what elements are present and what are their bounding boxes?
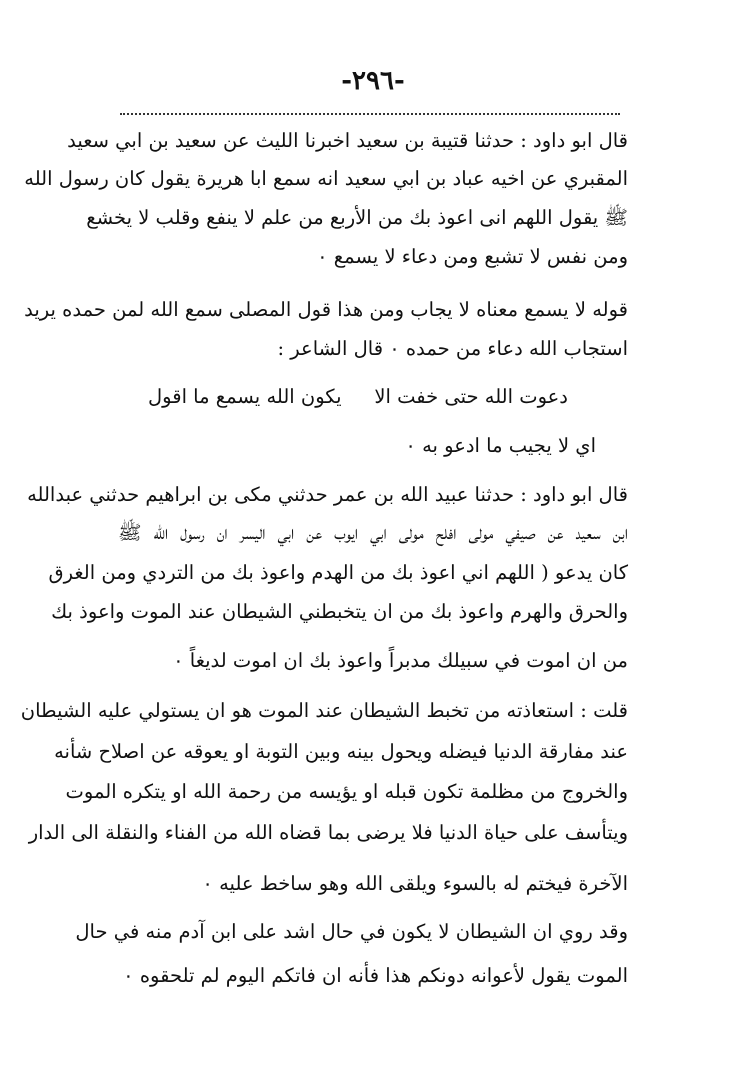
verse-second-hemistich: يكون الله يسمع ما اقول [148, 385, 342, 408]
text-line: قوله لا يسمع معناه لا يجاب ومن هذا قول المصلى سمع الله لمن حمده يريد [24, 298, 628, 321]
page-number: -٢٩٦- [341, 66, 405, 96]
text-line: المقبري عن اخيه عباد بن ابي سعيد انه سمع ابا هريرة يقول كان رسول الله [24, 167, 628, 190]
poetry-verse [148, 384, 568, 410]
text-line: ابن سعيد عن صيفي مولى افلح مولى ابي ايوب عن ابي اليسر ان رسول الله ﷺ [118, 521, 628, 544]
text-line: والخروج من مظلمة تكون قبله او يؤيسه من رحمة الله او يتكره الموت [65, 780, 628, 803]
text-line: من ان اموت في سبيلك مدبراً واعوذ بك ان اموت لديغاً ٠ [173, 649, 628, 672]
text-line: كان يدعو ( اللهم اني اعوذ بك من الهدم واعوذ بك من التردي ومن الغرق [48, 561, 628, 584]
text-line: ويتأسف على حياة الدنيا فلا يرضى بما قضاه الله من الفناء والنقلة الى الدار [28, 821, 628, 844]
text-line: استجاب الله دعاء من حمده ٠ قال الشاعر : [277, 337, 628, 360]
text-line: قال ابو داود : حدثنا عبيد الله بن عمر حدثني مكى بن ابراهيم حدثني عبدالله [27, 483, 628, 506]
text-line: ومن نفس لا تشبع ومن دعاء لا يسمع ٠ [317, 245, 628, 268]
text-line: قلت : استعاذته من تخبط الشيطان عند الموت هو ان يستولي عليه الشيطان [20, 699, 628, 722]
verse-first-hemistich: دعوت الله حتى خفت الا [374, 385, 568, 408]
text-line: عند مفارقة الدنيا فيضله ويحول بينه وبين التوبة او يعوقه عن اصلاح شأنه [54, 740, 628, 763]
header-divider [120, 113, 620, 115]
text-line: الموت يقول لأعوانه دونكم هذا فأنه ان فاتكم اليوم لم تلحقوه ٠ [123, 964, 628, 987]
text-line: ﷺ يقول اللهم انى اعوذ بك من الأربع من علم لا ينفع وقلب لا يخشع [86, 206, 628, 229]
text-line: اي لا يجيب ما ادعو به ٠ [405, 434, 596, 457]
text-line: الآخرة فيختم له بالسوء ويلقى الله وهو ساخط عليه ٠ [202, 872, 628, 895]
text-line: والحرق والهرم واعوذ بك من ان يتخبطني الشيطان عند الموت واعوذ بك [51, 600, 628, 623]
text-line: قال ابو داود : حدثنا قتيبة بن سعيد اخبرنا الليث عن سعيد بن ابي سعيد [67, 129, 628, 152]
text-line: وقد روي ان الشيطان لا يكون في حال اشد على ابن آدم منه في حال [75, 920, 628, 943]
